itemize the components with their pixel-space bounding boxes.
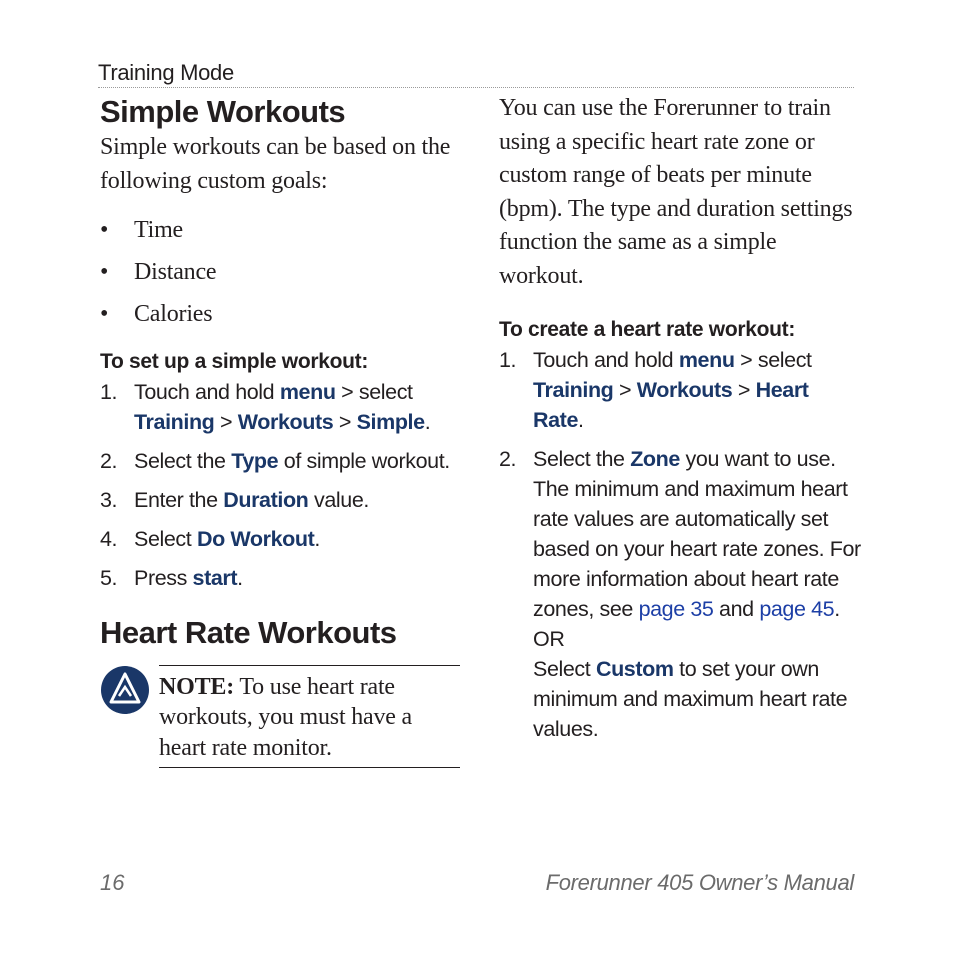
note-callout — [100, 665, 460, 769]
list-item: • Distance — [100, 256, 460, 290]
menu-key: menu — [678, 348, 735, 372]
garmin-triangle-icon — [100, 665, 150, 715]
duration-setting: Duration — [223, 487, 309, 512]
simple-menu-item: Simple — [356, 409, 425, 434]
step-2: 2. Select the Zone you want to use. The minimum and maximum heart rate values are automatically set based on your heart rate zones. For more information about heart rate zones, see page 35 and page 45. OR Select Custom to set your own minimum and maximum heart rate values. — [499, 444, 864, 744]
simple-workouts-heading: Simple Workouts — [100, 94, 346, 129]
left-column — [100, 92, 460, 768]
step-1: 1. Touch and hold menu > select Training > Workouts > Heart Rate. — [499, 348, 812, 432]
list-item: • Calories — [100, 298, 460, 332]
training-menu-item: Training — [533, 378, 614, 402]
heart-procedure-title: To create a heart rate workout: — [499, 318, 796, 341]
workouts-menu-item: Workouts — [636, 378, 733, 402]
heart-intro: You can use the Forerunner to train using a specific heart rate zone or custom range of beats per minute (bpm). The type and duration settings function the same as a simple workout. — [499, 95, 853, 289]
step-1: 1. Touch and hold menu > select Training > Workouts > Simple. — [100, 379, 431, 434]
workouts-menu-item: Workouts — [237, 409, 334, 434]
training-menu-item: Training — [134, 409, 215, 434]
step-5: 5. Press start. — [100, 565, 243, 590]
heart-steps — [499, 345, 864, 744]
list-item: • Time — [100, 214, 460, 248]
note-text: To use heart rate workouts, you must have a heart rate monitor. — [159, 673, 412, 761]
heart-rate-workouts-heading: Heart Rate Workouts — [100, 614, 397, 650]
bullet-icon: • — [100, 217, 109, 243]
do-workout-option: Do Workout — [196, 526, 315, 551]
step-2: 2. Select the Type of simple workout. — [100, 448, 450, 473]
bullet-icon: • — [100, 259, 109, 285]
simple-steps — [100, 377, 460, 593]
start-key: start — [192, 565, 238, 590]
simple-procedure-title: To set up a simple workout: — [100, 349, 369, 373]
heart-rate-menu-item: Heart Rate — [533, 378, 809, 432]
type-setting: Type — [231, 448, 279, 473]
page-35-link[interactable]: page 35 — [638, 597, 714, 621]
note-label: NOTE: — [159, 673, 235, 700]
note-box — [159, 665, 460, 769]
or-separator: OR — [533, 627, 565, 651]
running-header: Training Mode — [98, 60, 234, 85]
page-45-link[interactable]: page 45 — [759, 597, 835, 621]
manual-title: Forerunner 405 Owner’s Manual — [545, 870, 854, 895]
custom-alternative: Select Custom to set your own minimum and maximum heart rate values. — [533, 657, 848, 741]
menu-key: menu — [279, 379, 336, 404]
zone-option: Zone — [630, 447, 680, 471]
step-3: 3. Enter the Duration value. — [100, 487, 369, 512]
goals-list — [100, 214, 460, 332]
step-4: 4. Select Do Workout. — [100, 526, 320, 551]
header-divider — [98, 87, 854, 88]
simple-intro: Simple workouts can be based on the following custom goals: — [100, 134, 451, 194]
page-number: 16 — [100, 870, 125, 895]
custom-option: Custom — [595, 657, 674, 681]
bullet-icon: • — [100, 301, 109, 327]
right-column — [499, 92, 864, 744]
